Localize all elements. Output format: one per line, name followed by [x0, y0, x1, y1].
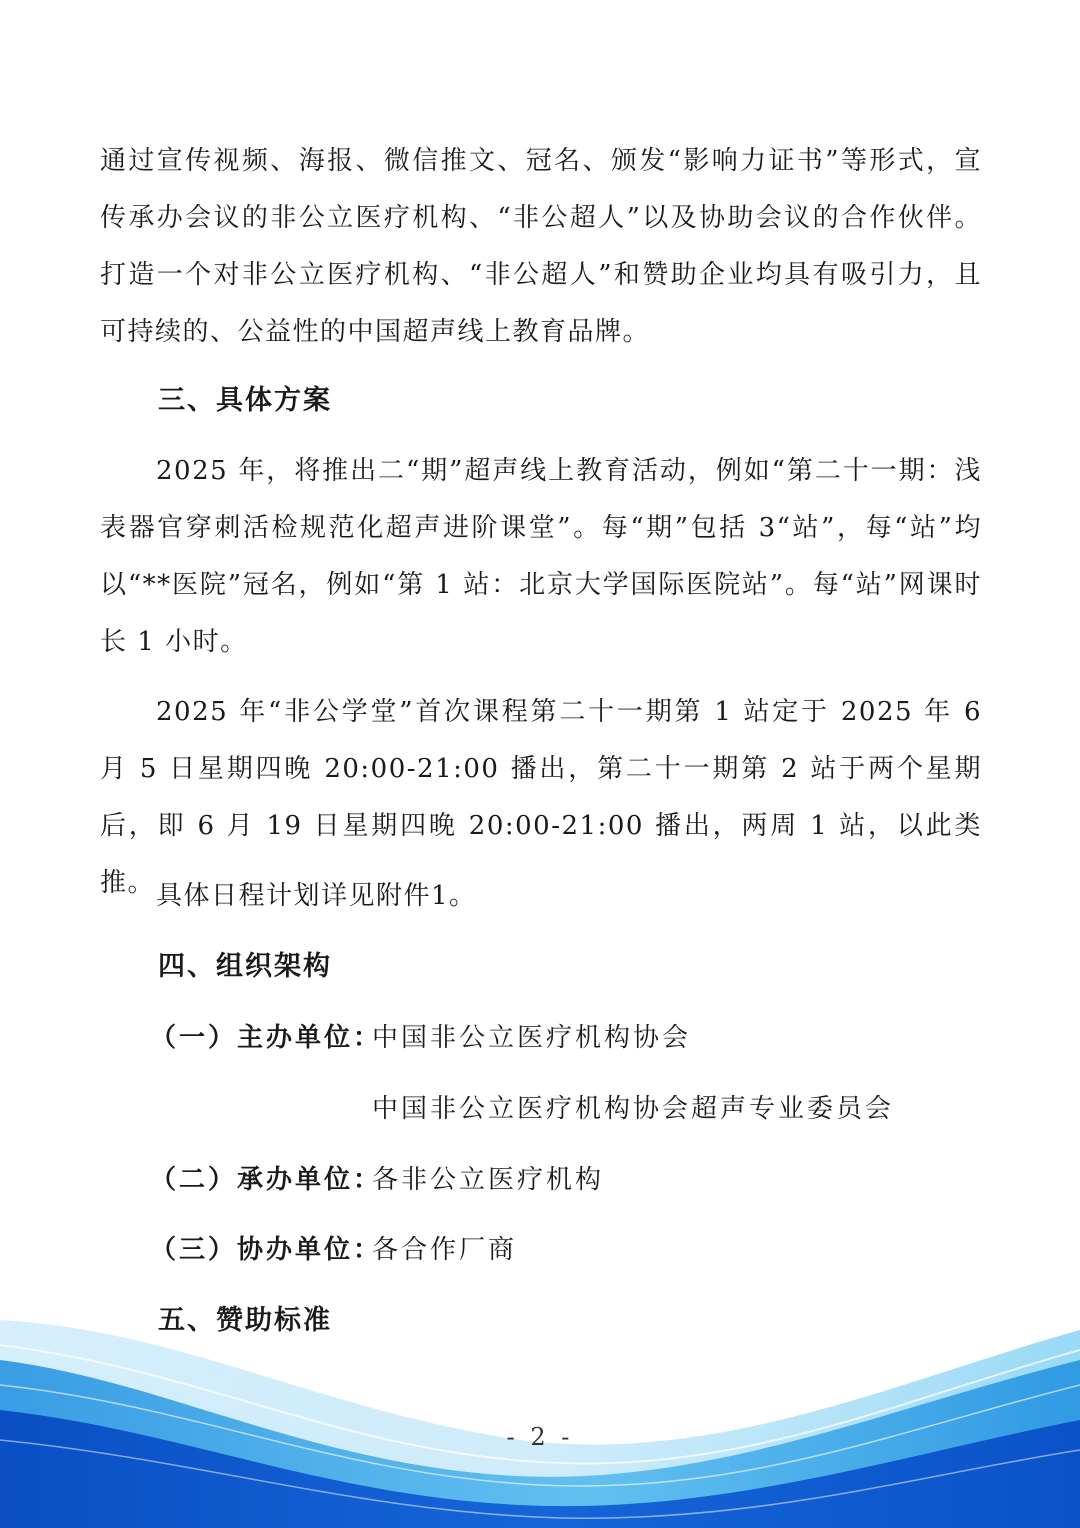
organizer-unit-label: （二）承办单位： — [150, 1165, 383, 1195]
section-4-heading: 四、组织架构 — [158, 951, 332, 982]
host-unit-label: （一）主办单位： — [150, 1023, 383, 1053]
plan-paragraph-2: 2025 年“非公学堂”首次课程第二十一期第 1 站定于 2025 年 6 月 5 日星期四晚 20:00-21:00 播出，第二十一期第 2 站于两个星期后，即 6 月 19 日星期四晚 20:00-21:00 播出，两周 1 站，以此类推。 — [100, 697, 982, 898]
organizer-unit-value: 各非公立医疗机构 — [372, 1165, 605, 1195]
section-3-heading: 三、具体方案 — [158, 385, 332, 416]
host-unit-row — [150, 1018, 691, 1058]
co-organizer-unit-label: （三）协办单位： — [150, 1235, 383, 1265]
plan-paragraph-3: 具体日程计划详见附件1。 — [156, 881, 477, 911]
co-organizer-unit-value: 各合作厂商 — [372, 1235, 518, 1265]
section-5-heading: 五、赞助标准 — [158, 1305, 332, 1336]
host-unit-value-2: 中国非公立医疗机构协会超声专业委员会 — [372, 1094, 895, 1124]
intro-paragraph: 通过宣传视频、海报、微信推文、冠名、颁发“影响力证书”等形式，宣传承办会议的非公立医疗机构、“非公超人”以及协助会议的合作伙伴。打造一个对非公立医疗机构、“非公超人”和赞助企业均具有吸引力，且可持续的、公益性的中国超声线上教育品牌。 — [100, 146, 982, 347]
organizer-unit-row — [150, 1160, 604, 1200]
co-organizer-unit-row — [150, 1230, 517, 1270]
host-unit-value: 中国非公立医疗机构协会 — [372, 1023, 692, 1053]
plan-paragraph-1: 2025 年，将推出二“期”超声线上教育活动，例如“第二十一期：浅表器官穿刺活检规范化超声进阶课堂”。每“期”包括 3“站”，每“站”均以“**医院”冠名，例如“第 1 站：北京大学国际医院站”。每“站”网课时长 1 小时。 — [100, 456, 982, 657]
page-number: - 2 - — [506, 1423, 574, 1451]
